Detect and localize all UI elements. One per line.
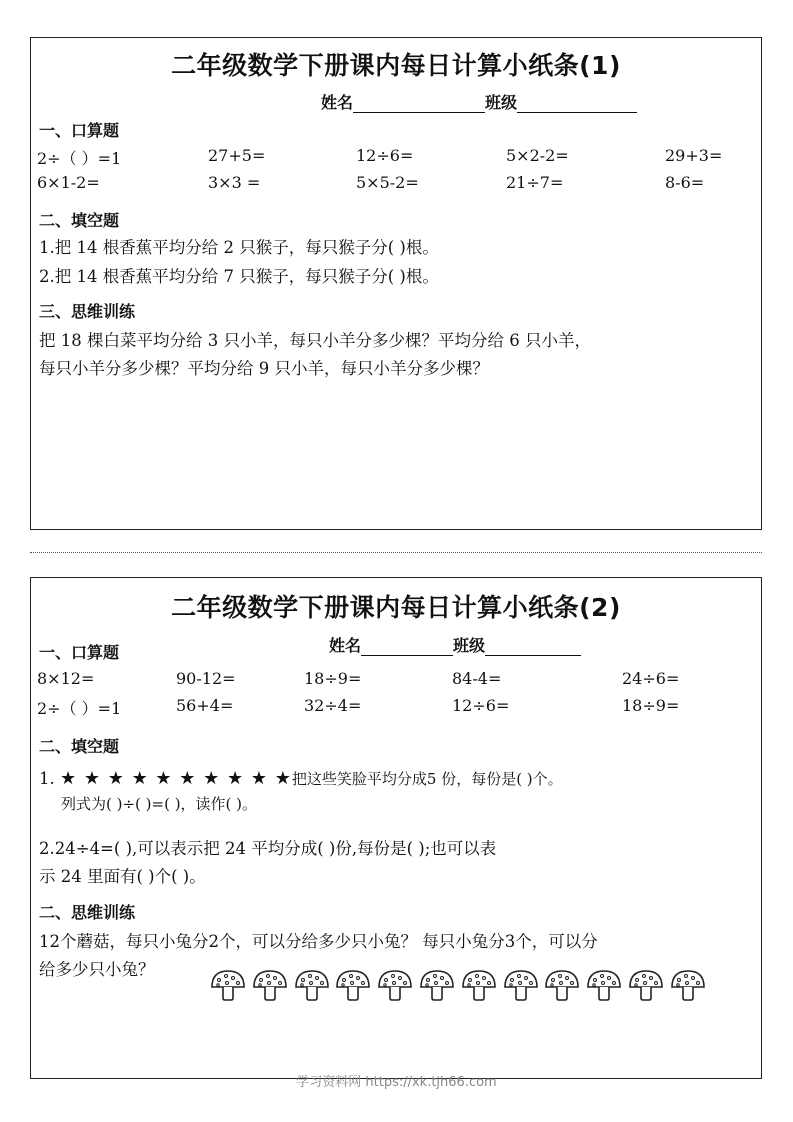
oral-item: 32÷4= (304, 696, 362, 715)
section-think-heading: 二、思维训练 (39, 903, 136, 922)
think-text-line: 把 18 棵白菜平均分给 3 只小羊，每只小羊分多少棵？平均分给 6 只小羊， (39, 331, 591, 350)
oral-item: 21÷7= (506, 173, 564, 192)
oral-item: 12÷6= (452, 696, 510, 715)
oral-item: 24÷6= (622, 669, 680, 688)
mushroom-icon (585, 967, 623, 1003)
mushroom-icon (627, 967, 665, 1003)
section-oral-heading: 一、口算题 (39, 643, 120, 662)
oral-item: 8-6= (665, 173, 705, 192)
mushroom-icon (209, 967, 247, 1003)
think-text-line: 12个蘑菇，每只小兔分2个，可以分给多少只小兔？ 每只小兔分3个，可以分 (39, 932, 598, 951)
class-label: 班级 (485, 93, 518, 112)
oral-item: 56+4= (176, 696, 234, 715)
section-think-heading: 三、思维训练 (39, 302, 136, 321)
oral-item: 5×2-2= (506, 146, 569, 165)
oral-item: 3×3 = (208, 173, 261, 192)
name-label: 姓名 (321, 93, 354, 112)
mushroom-icon (502, 967, 540, 1003)
fill-question-2-cont: 示 24 里面有( )个( )。 (39, 867, 206, 886)
oral-item: 27+5= (208, 146, 266, 165)
oral-item: 84-4= (452, 669, 502, 688)
cut-line-divider (30, 552, 762, 553)
think-text-line: 每只小羊分多少棵？平均分给 9 只小羊，每只小羊分多少棵？ (39, 359, 489, 378)
oral-item: 5×5-2= (356, 173, 419, 192)
oral-item: 2÷（ ）=1 (37, 149, 122, 168)
oral-item: 18÷9= (304, 669, 362, 688)
mushroom-icon (376, 967, 414, 1003)
class-label: 班级 (453, 636, 486, 655)
mushroom-icon (251, 967, 289, 1003)
think-text-line: 给多少只小兔？ (39, 960, 155, 979)
mushroom-icon (418, 967, 456, 1003)
oral-item: 12÷6= (356, 146, 414, 165)
fill-question-2: 2.24÷4=( ),可以表示把 24 平均分成( )份,每份是( );也可以表 (39, 839, 497, 858)
mushroom-icon (460, 967, 498, 1003)
section-oral-heading: 一、口算题 (39, 121, 120, 140)
name-class-row (321, 90, 637, 113)
oral-item: 2÷（ ）=1 (37, 699, 122, 718)
mushroom-icon (293, 967, 331, 1003)
fill-question-text: 把这些笑脸平均分成5 份，每份是( )个。 (291, 770, 563, 788)
name-label: 姓名 (329, 636, 362, 655)
fill-formula-line: 列式为( )÷( )=( )，读作( )。 (61, 795, 258, 813)
mushroom-icon (543, 967, 581, 1003)
question-number: 1. (39, 769, 55, 788)
oral-item: 8×12= (37, 669, 95, 688)
fill-question: 2.把 14 根香蕉平均分给 7 只猴子，每只猴子分( )根。 (39, 267, 439, 286)
section-fill-heading: 二、填空题 (39, 211, 120, 230)
class-blank (517, 94, 637, 113)
footer-watermark: 学习资料网 https://xk.tjh66.com (296, 1075, 497, 1090)
fill-question-1 (39, 768, 563, 789)
name-blank (353, 94, 485, 113)
card-title: 二年级数学下册课内每日计算小纸条(1) (171, 51, 621, 80)
name-blank (361, 637, 453, 656)
card-title: 二年级数学下册课内每日计算小纸条(2) (171, 593, 621, 622)
worksheet-card-2 (30, 577, 762, 1079)
oral-item: 6×1-2= (37, 173, 100, 192)
mushroom-icon (669, 967, 707, 1003)
oral-item: 29+3= (665, 146, 723, 165)
name-class-row (329, 633, 581, 656)
oral-item: 90-12= (176, 669, 236, 688)
mushroom-icon (334, 967, 372, 1003)
oral-item: 18÷9= (622, 696, 680, 715)
class-blank (485, 637, 581, 656)
fill-question: 1.把 14 根香蕉平均分给 2 只猴子，每只猴子分( )根。 (39, 238, 439, 257)
section-fill-heading: 二、填空题 (39, 737, 120, 756)
worksheet-card-1 (30, 37, 762, 530)
star-icons: ★ ★ ★ ★ ★ ★ ★ ★ ★ ★ (60, 768, 292, 789)
